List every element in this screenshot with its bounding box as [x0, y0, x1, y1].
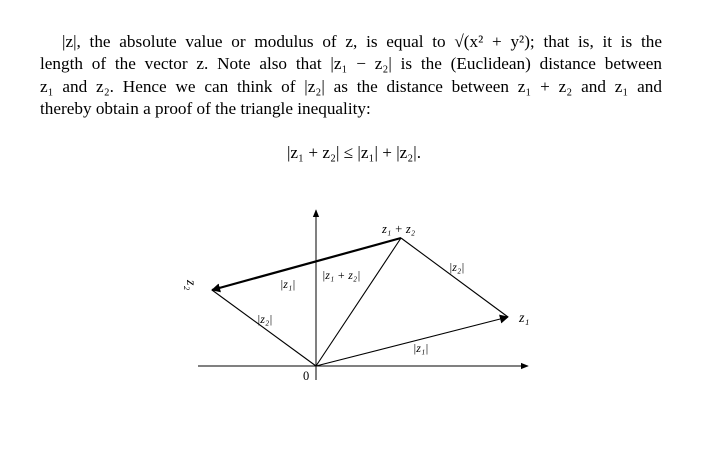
paragraph-line-2: length of the vector z. Note also that |z₁ − z₂| is the (Euclidean) distance between [40, 54, 662, 74]
paragraph-line-1: |z|, the absolute value or modulus of z, is equal to √(x² + y²); that is, it is the [62, 32, 662, 51]
z1-length-top-label: |z₁| [280, 277, 296, 291]
z1-point-label: z₁ [519, 311, 530, 326]
sum-length-label: |z₁ + z₂| [322, 268, 361, 282]
z1-parallel-top [212, 238, 401, 290]
z2-point-label: z₂ [183, 280, 198, 291]
z1-vector-from-origin [316, 317, 508, 366]
paragraph-line-4: thereby obtain a proof of the triangle inequality: [40, 99, 371, 119]
z1-length-lower-label: |z₁| [413, 341, 429, 355]
z1-plus-z2-point-label: z₁ + z₂ [382, 222, 416, 236]
z2-length-right-label: |z₂| [449, 260, 465, 274]
equation-text: |z₁ + z₂| ≤ |z₁| + |z₂|. [286, 143, 422, 162]
paragraph-line-3: z₁ and z₂. Hence we can think of |z₂| as the distance between z₁ + z₂ and z₁ and [40, 76, 662, 96]
z2-parallel-right [401, 238, 508, 317]
origin-label: 0 [303, 369, 310, 383]
z2-vector-from-origin [212, 290, 316, 366]
z2-length-lower-label: |z₂| [257, 312, 273, 326]
